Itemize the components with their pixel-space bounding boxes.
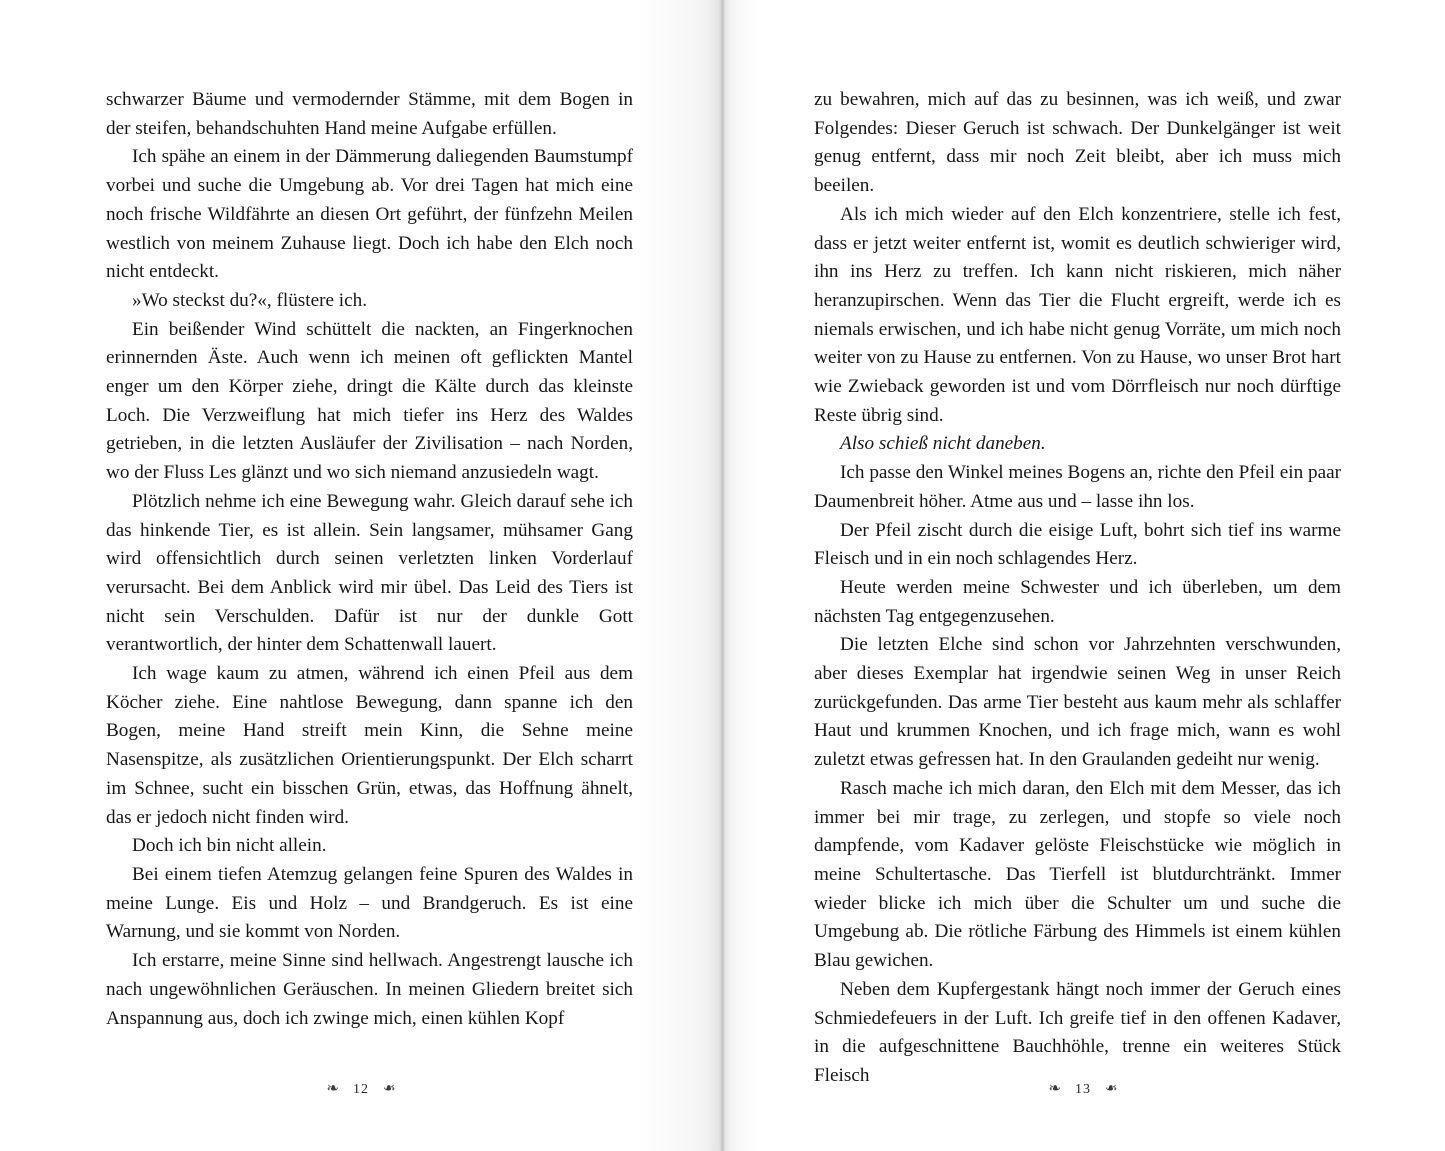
page-number: 13: [1075, 1081, 1091, 1097]
paragraph: Ich spähe an einem in der Dämmerung daliegenden Baumstumpf vorbei und suche die Umgebung ab. Vor drei Tagen hat mich eine noch frische Wildfährte an diesen Ort geführt, der fünfzehn Meilen westlich von meinem Zuhause liegt. Doch ich habe den Elch noch nicht entdeckt.: [106, 146, 633, 283]
page-number: 12: [353, 1081, 369, 1097]
paragraph: zu bewahren, mich auf das zu besinnen, was ich weiß, und zwar Folgendes: Dieser Geruch ist schwach. Der Dunkelgänger ist weit genug entfernt, dass mir noch Zeit bleibt, aber ich muss mich beeilen.: [814, 89, 1341, 197]
paragraph: Als ich mich wieder auf den Elch konzentriere, stelle ich fest, dass er jetzt weiter entfernt ist, womit es deutlich schwieriger wird, ihn ins Herz zu treffen. Ich kann nicht riskieren, mich näher heranzupirschen. Wenn das Tier die Flucht ergreift, werde ich es niemals erwischen, und ich habe nicht genug Vorräte, um mich noch weiter von zu Hause zu entfernen. Von zu Hause, wo unser Brot hart wie Zwieback geworden ist und vom Dörrfleisch nur noch dürftige Reste übrig sind.: [814, 203, 1341, 426]
paragraph: Ich erstarre, meine Sinne sind hellwach. Angestrengt lausche ich nach ungewöhnlichen Geräuschen. In meinen Gliedern breitet sich Anspannung aus, doch ich zwinge mich, einen kühlen Kopf: [106, 950, 633, 1029]
paragraph: Bei einem tiefen Atemzug gelangen feine Spuren des Waldes in meine Lunge. Eis und Holz – und Brandgeruch. Es ist eine Warnung, und sie kommt von Norden.: [106, 863, 633, 943]
paragraph: Die letzten Elche sind schon vor Jahrzehnten verschwunden, aber dieses Exemplar hat irgendwie seinen Weg in unser Reich zurückgefunden. Das arme Tier besteht aus kaum mehr als schlaffer Haut und krummen Knochen, und ich frage mich, wann es wohl zuletzt etwas gefressen hat. In den Graulanden gedeiht nur wenig.: [814, 634, 1341, 771]
flourish-ornament-icon: ❧: [1104, 1081, 1118, 1097]
paragraph: Heute werden meine Schwester und ich überleben, um dem nächsten Tag entgegenzusehen.: [814, 576, 1341, 627]
paragraph: Rasch mache ich mich daran, den Elch mit dem Messer, das ich immer bei mir trage, zu zerlegen, und stopfe so viele noch dampfende, vom Kadaver gelöste Fleischstücke wie möglich in meine Schultertasche. Das Tierfell ist blutdurchtränkt. Immer wieder blicke ich mich über die Schulter um und suche die Umgebung ab. Die rötliche Färbung des Himmels ist einem kühlen Blau gewichen.: [814, 777, 1341, 972]
paragraph-emphasis: Also schieß nicht daneben.: [840, 433, 1046, 455]
paragraph: Doch ich bin nicht allein.: [132, 835, 327, 857]
paragraph: »Wo steckst du?«, flüstere ich.: [132, 289, 368, 311]
left-page-textblock: [106, 86, 633, 1033]
paragraph: schwarzer Bäume und vermodernder Stämme, mit dem Bogen in der steifen, behandschuhten Hand meine Aufgabe erfüllen.: [106, 89, 633, 139]
paragraph: Ich passe den Winkel meines Bogens an, richte den Pfeil ein paar Daumenbreit höher. Atme aus und – lasse ihn los.: [814, 462, 1341, 512]
left-page: [0, 0, 722, 1151]
paragraph: Der Pfeil zischt durch die eisige Luft, bohrt sich tief ins warme Fleisch und in ein noch schlagendes Herz.: [814, 519, 1341, 570]
left-page-folio: [0, 1080, 736, 1099]
flourish-ornament-icon: ❧: [1048, 1081, 1062, 1097]
paragraph: Ein beißender Wind schüttelt die nackten, an Fingerknochen erinnernden Äste. Auch wenn ich meinen oft geflickten Mantel enger um den Körper ziehe, dringt die Kälte durch das kleinste Loch. Die Verzweiflung hat mich tiefer ins Herz des Waldes getrieben, in die letzten Ausläufer der Zivilisation – nach Norden, wo der Fluss Les glänzt und wo sich niemand anzusiedeln wagt.: [106, 318, 633, 484]
flourish-ornament-icon: ❧: [382, 1081, 396, 1097]
right-page-textblock: [814, 86, 1341, 1091]
paragraph: Ich wage kaum zu atmen, während ich einen Pfeil aus dem Köcher ziehe. Eine nahtlose Bewegung, dann spanne ich den Bogen, meine Hand streift mein Kinn, die Sehne meine Nasenspitze, als zusätzlichen Orientierungspunkt. Der Elch scharrt im Schnee, sucht ein bisschen Grün, etwas, das Hoffnung ähnelt, das er jedoch nicht finden wird.: [106, 663, 633, 828]
right-page-folio: [722, 1080, 1444, 1099]
paragraph: Plötzlich nehme ich eine Bewegung wahr. Gleich darauf sehe ich das hinkende Tier, es ist allein. Sein langsamer, mühsamer Gang wird offensichtlich durch seinen verletzten linken Vorderlauf verursacht. Bei dem Anblick wird mir übel. Das Leid des Tiers ist nicht sein Verschulden. Dafür ist nur der dunkle Gott verantwortlich, der hinter dem Schattenwall lauert.: [106, 490, 633, 656]
right-page: [722, 0, 1444, 1151]
paragraph: Neben dem Kupfergestank hängt noch immer der Geruch eines Schmiedefeuers in der Luft. Ich greife tief in den offenen Kadaver, in die aufgeschnittene Bauchhöhle, trenne ein weiteres Stück Fleisch: [814, 978, 1341, 1086]
flourish-ornament-icon: ❧: [326, 1081, 340, 1097]
